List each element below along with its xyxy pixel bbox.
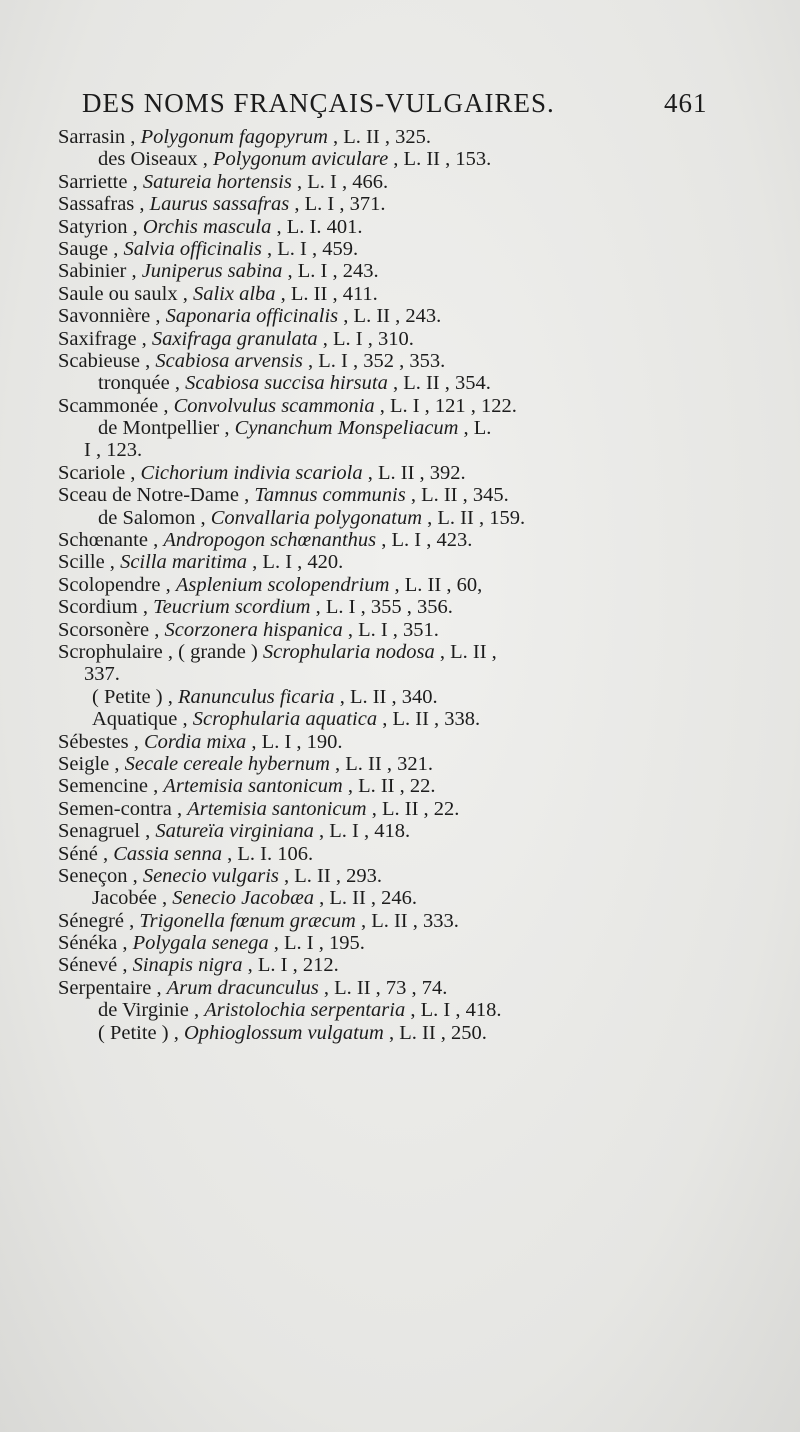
entry-latin-name: Juniperus sabina	[141, 260, 283, 283]
entry-latin-name: Salvia officinalis	[123, 237, 262, 260]
index-entries	[58, 126, 758, 1044]
entry-reference: , L. II , 392.	[362, 461, 466, 484]
index-entry	[58, 305, 758, 327]
entry-french-name: Satyrion ,	[58, 215, 143, 238]
entry-latin-name: Cordia mixa	[143, 730, 247, 753]
entry-french-name: de Salomon ,	[98, 506, 211, 529]
entry-french-name: Sauge ,	[58, 237, 124, 260]
entry-latin-name: Artemisia santonicum	[163, 775, 343, 798]
entry-latin-name: Secale cereale hybernum	[124, 752, 330, 775]
entry-latin-name: Scabiosa arvensis	[155, 349, 303, 372]
index-entry	[58, 171, 758, 193]
index-entry	[58, 820, 758, 842]
entry-reference: , L. I , 121 , 122.	[374, 394, 517, 417]
entry-french-name: Séné ,	[58, 842, 114, 865]
entry-reference: , L. I , 418.	[405, 999, 502, 1022]
index-entry	[58, 641, 758, 663]
entry-latin-name: Cassia senna	[113, 842, 223, 865]
running-head-title: DES NOMS FRANÇAIS-VULGAIRES.	[82, 88, 555, 118]
entry-french-name: Serpentaire ,	[58, 976, 167, 999]
entry-latin-name: Polygonum fagopyrum	[140, 126, 328, 148]
entry-latin-name: Senecio vulgaris	[142, 864, 279, 887]
index-entry	[58, 529, 758, 551]
entry-reference: , L. I , 212.	[242, 954, 339, 977]
entry-reference: , L. II , 73 , 74.	[318, 976, 448, 999]
index-entry	[58, 148, 758, 170]
index-entry	[58, 865, 758, 887]
index-entry	[58, 999, 758, 1021]
entry-latin-name: Ranunculus ficaria	[177, 685, 335, 708]
entry-reference: , L. I. 401.	[271, 215, 363, 238]
entry-french-name: tronquée ,	[98, 372, 186, 395]
entry-reference: , L. II , 250.	[383, 1021, 487, 1044]
index-entry	[58, 1022, 758, 1044]
entry-french-name: I , 123.	[84, 439, 143, 462]
index-entry	[58, 328, 758, 350]
entry-french-name: Savonnière ,	[58, 305, 166, 328]
entry-reference: , L. II , 321.	[329, 752, 433, 775]
entry-latin-name: Cichorium indivia scariola	[140, 461, 363, 484]
entry-reference: , L. I , 310.	[317, 327, 414, 350]
index-entry	[58, 798, 758, 820]
entry-latin-name: Sinapis nigra	[132, 954, 243, 977]
entry-reference: , L. I , 423.	[376, 529, 473, 552]
entry-reference: , L. I , 243.	[282, 260, 379, 283]
entry-french-name: Sarrasin ,	[58, 126, 141, 148]
index-entry	[58, 596, 758, 618]
entry-latin-name: Salix alba	[192, 282, 276, 305]
index-entry	[58, 619, 758, 641]
entry-reference: , L. II , 340.	[334, 685, 438, 708]
entry-latin-name: Trigonella fœnum græcum	[139, 909, 356, 932]
entry-french-name: de Virginie ,	[98, 999, 205, 1022]
entry-reference: , L. I , 466.	[291, 170, 389, 193]
index-entry	[58, 507, 758, 529]
entry-french-name: Scordium ,	[58, 596, 154, 619]
entry-latin-name: Scrophularia aquatica	[192, 708, 378, 731]
entry-french-name: Schœnante ,	[58, 529, 164, 552]
entry-reference: , L. I , 355 , 356.	[310, 596, 453, 619]
entry-french-name: Scammonée ,	[58, 394, 174, 417]
index-entry	[58, 484, 758, 506]
entry-french-name: Seneçon ,	[58, 864, 143, 887]
entry-french-name: Scariole ,	[58, 461, 141, 484]
entry-latin-name: Satureia hortensis	[142, 170, 292, 193]
entry-latin-name: Polygala senega	[132, 932, 269, 955]
entry-reference: , L. I. 106.	[222, 842, 314, 865]
entry-french-name: de Montpellier ,	[98, 417, 235, 440]
entry-french-name: Semencine ,	[58, 775, 164, 798]
index-entry	[58, 954, 758, 976]
page-number: 461	[664, 88, 708, 118]
entry-french-name: Scolopendre ,	[58, 573, 176, 596]
index-entry	[58, 663, 758, 685]
entry-reference: , L. II , 159.	[422, 506, 526, 529]
entry-latin-name: Ophioglossum vulgatum	[183, 1021, 384, 1044]
entry-french-name: Sassafras ,	[58, 193, 150, 216]
index-entry	[58, 260, 758, 282]
index-entry	[58, 350, 758, 372]
entry-french-name: Saxifrage ,	[58, 327, 152, 350]
entry-latin-name: Scrophularia nodosa	[262, 640, 435, 663]
entry-latin-name: Asplenium scolopendrium	[175, 573, 390, 596]
entry-reference: , L. I , 418.	[313, 820, 411, 843]
entry-latin-name: Saxifraga granulata	[151, 327, 318, 350]
index-entry	[58, 551, 758, 573]
entry-latin-name: Polygonum aviculare	[213, 148, 389, 171]
entry-reference: , L. II , 293.	[278, 864, 382, 887]
index-entry	[58, 753, 758, 775]
entry-latin-name: Orchis mascula	[142, 215, 272, 238]
entry-reference: , L. I , 195.	[268, 932, 365, 955]
entry-french-name: Scabieuse ,	[58, 349, 156, 372]
entry-reference: , L. II , 325.	[327, 126, 431, 148]
entry-french-name: Scrophulaire , ( grande )	[58, 640, 263, 663]
index-entry	[58, 932, 758, 954]
entry-latin-name: Satureïa virginiana	[155, 820, 314, 843]
entry-french-name: Semen-contra ,	[58, 797, 188, 820]
entry-french-name: Seigle ,	[58, 752, 125, 775]
entry-reference: , L. II , 22.	[366, 797, 460, 820]
entry-reference: , L.	[458, 417, 492, 440]
entry-latin-name: Senecio Jacobæa	[172, 887, 314, 910]
entry-french-name: 337.	[84, 663, 120, 686]
entry-french-name: Sabinier ,	[58, 260, 142, 283]
entry-reference: , L. II , 22.	[342, 775, 436, 798]
entry-reference: , L. II , 333.	[355, 909, 459, 932]
entry-french-name: Sceau de Notre-Dame ,	[58, 484, 255, 507]
entry-reference: , L. II , 345.	[405, 484, 509, 507]
entry-reference: , L. II , 411.	[275, 282, 378, 305]
index-entry	[58, 417, 758, 439]
entry-reference: , L. II , 243.	[338, 305, 442, 328]
entry-latin-name: Teucrium scordium	[153, 596, 311, 619]
entry-latin-name: Cynanchum Monspeliacum	[234, 417, 459, 440]
entry-reference: , L. I , 371.	[289, 193, 386, 216]
entry-latin-name: Tamnus communis	[254, 484, 406, 507]
index-entry	[58, 193, 758, 215]
entry-reference: , L. II , 153.	[388, 148, 492, 171]
entry-french-name: Sénegré ,	[58, 909, 140, 932]
index-entry	[58, 977, 758, 999]
index-entry	[58, 238, 758, 260]
entry-reference: , L. II , 246.	[314, 887, 418, 910]
index-entry	[58, 395, 758, 417]
entry-latin-name: Andropogon schœnanthus	[163, 529, 377, 552]
index-entry	[58, 910, 758, 932]
index-entry	[58, 126, 758, 148]
index-entry	[58, 686, 758, 708]
entry-french-name: Scorsonère ,	[58, 618, 165, 641]
index-entry	[58, 731, 758, 753]
entry-french-name: Aquatique ,	[92, 708, 193, 731]
entry-french-name: Sénéka ,	[58, 932, 133, 955]
entry-latin-name: Convallaria polygonatum	[210, 506, 423, 529]
entry-french-name: Sénevé ,	[58, 954, 133, 977]
entry-latin-name: Laurus sassafras	[149, 193, 290, 216]
entry-french-name: Saule ou saulx ,	[58, 282, 193, 305]
entry-latin-name: Saponaria officinalis	[165, 305, 339, 328]
entry-reference: , L. I , 190.	[246, 730, 343, 753]
entry-french-name: ( Petite ) ,	[98, 1021, 184, 1044]
index-entry	[58, 216, 758, 238]
entry-latin-name: Arum dracunculus	[166, 976, 319, 999]
entry-latin-name: Scabiosa succisa hirsuta	[185, 372, 388, 395]
entry-reference: , L. II , 338.	[377, 708, 481, 731]
entry-reference: , L. I , 351.	[342, 618, 439, 641]
entry-reference: , L. I , 420.	[247, 551, 344, 574]
index-entry	[58, 843, 758, 865]
entry-reference: , L. II ,	[434, 640, 497, 663]
entry-latin-name: Aristolochia serpentaria	[204, 999, 406, 1022]
entry-reference: , L. II , 60,	[389, 573, 483, 596]
entry-french-name: Senagruel ,	[58, 820, 156, 843]
index-entry	[58, 887, 758, 909]
entry-latin-name: Artemisia santonicum	[187, 797, 367, 820]
entry-latin-name: Scilla maritima	[120, 551, 248, 574]
index-entry	[58, 574, 758, 596]
entry-reference: , L. II , 354.	[387, 372, 491, 395]
entry-french-name: Scille ,	[58, 551, 121, 574]
entry-french-name: Sarriette ,	[58, 170, 143, 193]
entry-french-name: des Oiseaux ,	[98, 148, 214, 171]
entry-french-name: ( Petite ) ,	[92, 685, 178, 708]
entry-reference: , L. I , 459.	[261, 237, 359, 260]
index-entry	[58, 372, 758, 394]
entry-latin-name: Convolvulus scammonia	[173, 394, 375, 417]
index-entry	[58, 283, 758, 305]
index-entry	[58, 708, 758, 730]
entry-reference: , L. I , 352 , 353.	[302, 349, 446, 372]
entry-latin-name: Scorzonera hispanica	[164, 618, 343, 641]
index-entry	[58, 775, 758, 797]
entry-french-name: Sébestes ,	[58, 730, 144, 753]
index-entry	[58, 462, 758, 484]
entry-french-name: Jacobée ,	[92, 887, 173, 910]
index-entry	[58, 439, 758, 461]
